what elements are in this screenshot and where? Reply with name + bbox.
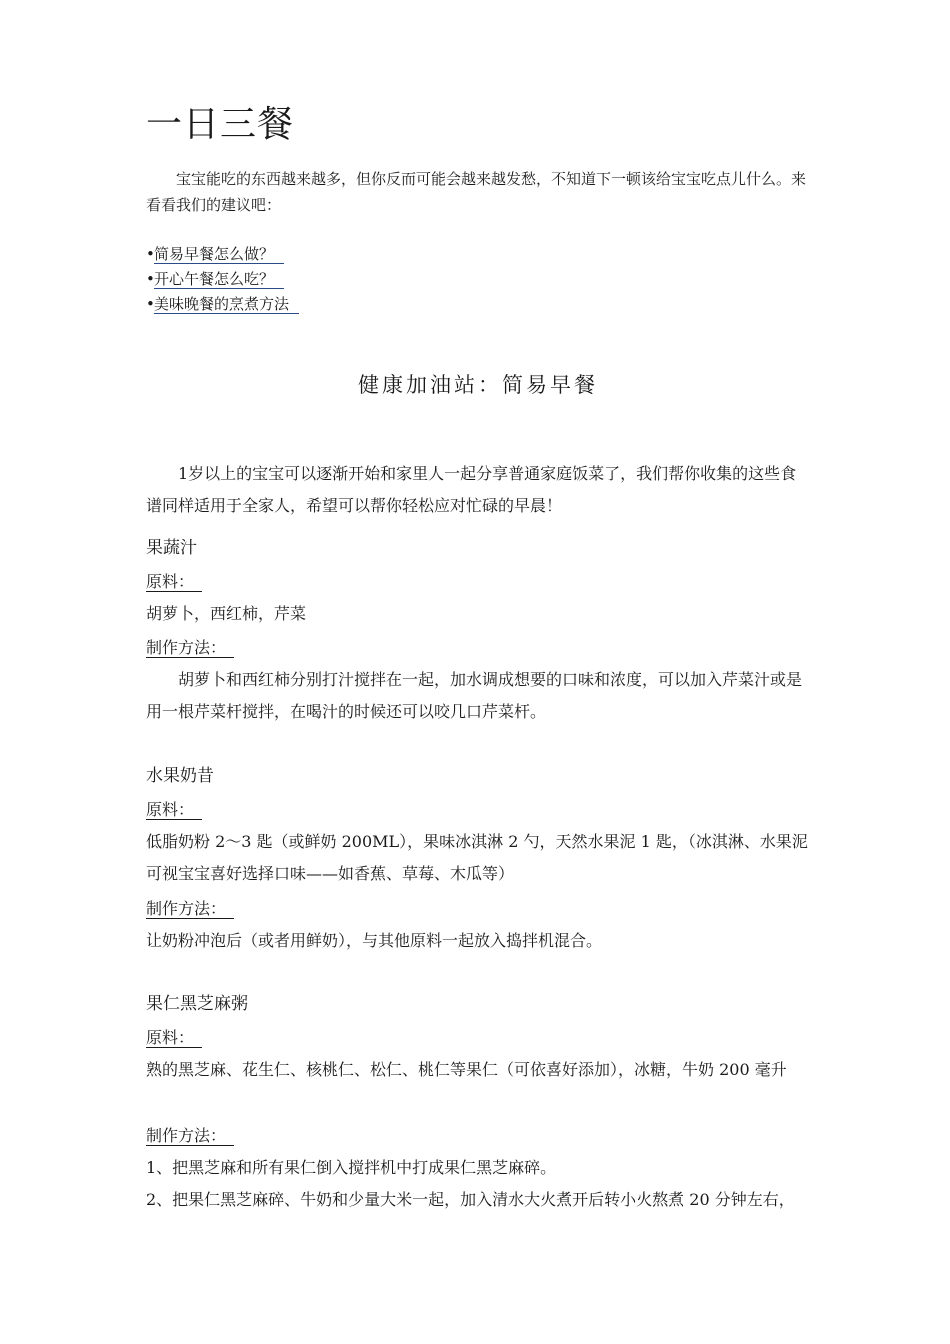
recipe-name: 水果奶昔	[146, 766, 214, 786]
recipe-name: 果仁黑芝麻粥	[146, 994, 248, 1014]
method-label	[146, 1124, 234, 1148]
ingredients-label-text: 原料：	[146, 1028, 202, 1048]
list-item	[146, 267, 299, 292]
link-dinner[interactable]: 美味晚餐的烹煮方法	[154, 295, 299, 314]
ingredients-label	[146, 798, 202, 822]
recipe-step: 1、把黑芝麻和所有果仁倒入搅拌机中打成果仁黑芝麻碎。	[146, 1158, 557, 1177]
recipe-ingredients: 低脂奶粉 2～3 匙（或鲜奶 200ML），果味冰淇淋 2 勺，天然水果泥 1 匙，（冰淇淋、水果泥可视宝宝喜好选择口味——如香蕉、草莓、木瓜等）	[146, 832, 808, 883]
recipe-ingredients: 胡萝卜，西红柿，芹菜	[146, 604, 307, 623]
list-item	[146, 242, 299, 267]
recipe-method: 胡萝卜和西红柿分别打汁搅拌在一起，加水调成想要的口味和浓度，可以加入芹菜汁或是用一根芹菜杆搅拌，在喝汁的时候还可以咬几口芹菜杆。	[146, 670, 803, 721]
method-label	[146, 897, 234, 921]
section-intro: 1岁以上的宝宝可以逐渐开始和家里人一起分享普通家庭饭菜了，我们帮你收集的这些食谱同样适用于全家人，希望可以帮你轻松应对忙碌的早晨！	[146, 464, 797, 515]
recipe-ingredients: 熟的黑芝麻、花生仁、核桃仁、松仁、桃仁等果仁（可依喜好添加），冰糖，牛奶 200 毫升	[146, 1060, 787, 1079]
bullet-icon: •	[146, 270, 155, 288]
link-lunch[interactable]: 开心午餐怎么吃？	[154, 270, 284, 289]
page-title: 一日三餐	[146, 104, 295, 145]
ingredients-label-text: 原料：	[146, 800, 202, 820]
link-breakfast[interactable]: 简易早餐怎么做？	[154, 245, 284, 264]
recipe-method: 让奶粉冲泡后（或者用鲜奶），与其他原料一起放入捣拌机混合。	[146, 931, 603, 950]
bullet-icon: •	[146, 245, 155, 263]
method-label-text: 制作方法：	[146, 899, 234, 919]
method-label-text: 制作方法：	[146, 1126, 234, 1146]
bullet-icon: •	[146, 295, 155, 313]
meal-links-list	[146, 242, 299, 317]
method-label-text: 制作方法：	[146, 638, 234, 658]
ingredients-label	[146, 1026, 202, 1050]
section-title: 健康加油站：简易早餐	[358, 373, 598, 397]
list-item	[146, 292, 299, 317]
ingredients-label-text: 原料：	[146, 572, 202, 592]
recipe-name: 果蔬汁	[146, 538, 197, 558]
intro-paragraph: 宝宝能吃的东西越来越多，但你反而可能会越来越发愁，不知道下一顿该给宝宝吃点儿什么。来看看我们的建议吧：	[146, 170, 807, 214]
recipe-step: 2、把果仁黑芝麻碎、牛奶和少量大米一起，加入清水大火煮开后转小火熬煮 20 分钟左右，	[146, 1190, 795, 1209]
method-label	[146, 636, 234, 660]
ingredients-label	[146, 570, 202, 594]
